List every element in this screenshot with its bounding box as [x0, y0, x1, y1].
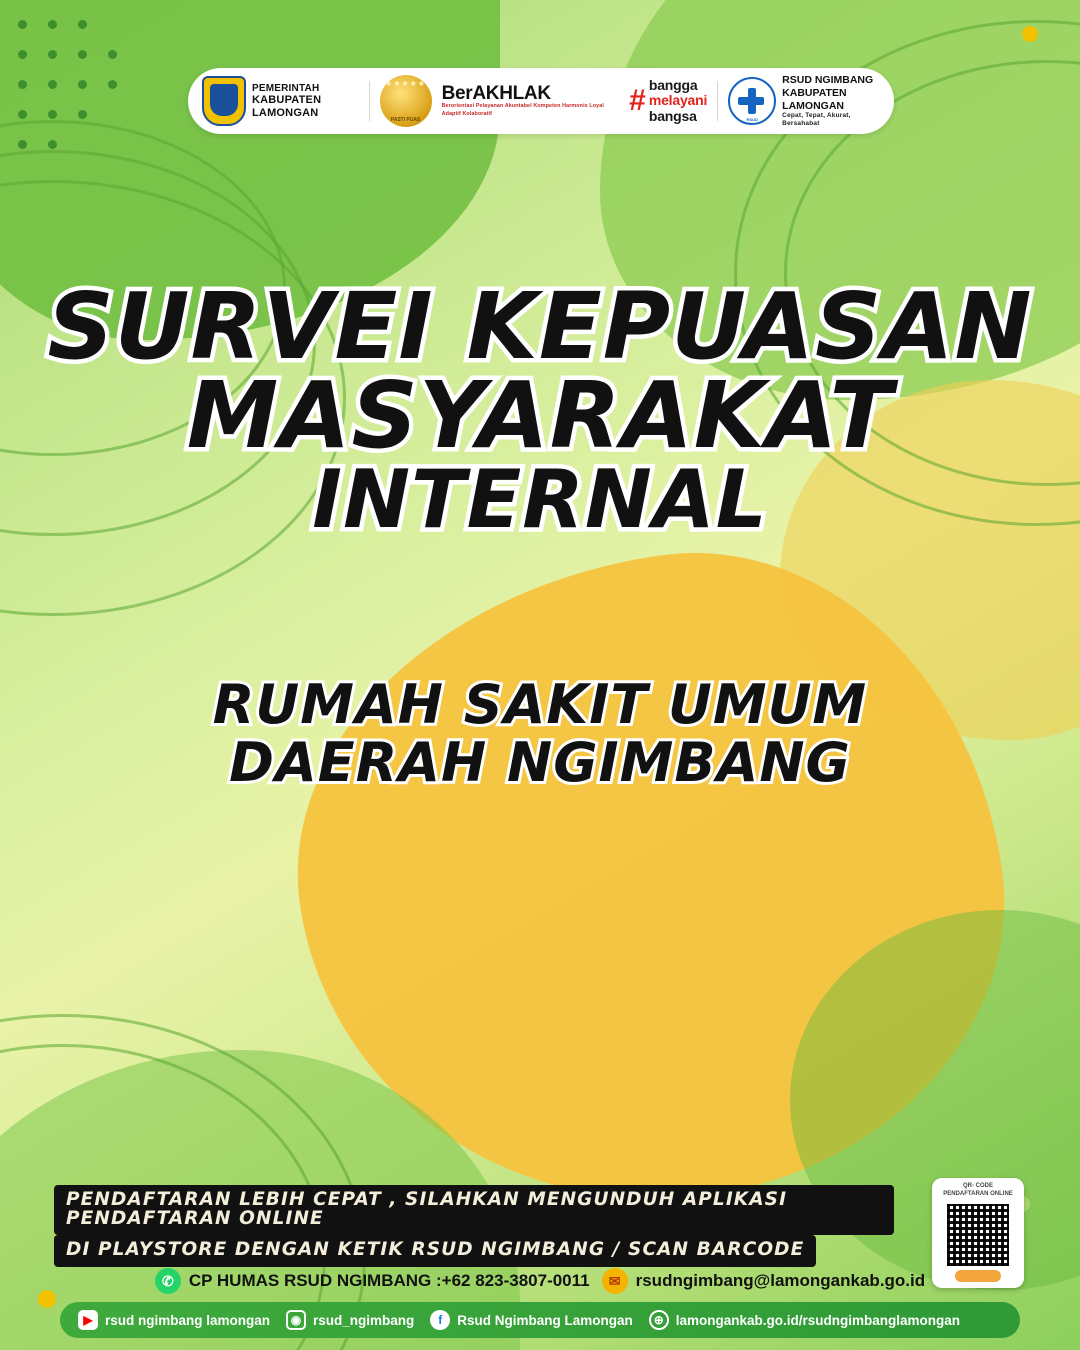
globe-icon: ⊕	[649, 1310, 669, 1330]
whatsapp-icon: ✆	[155, 1268, 181, 1294]
gov-line2: KABUPATEN LAMONGAN	[252, 94, 322, 119]
gov-logo-block	[202, 76, 359, 126]
social-bar	[60, 1302, 1020, 1338]
social-item-youtube[interactable]	[78, 1310, 270, 1330]
hospital-line3: Cepat, Tepat, Akurat, Bersahabat	[782, 112, 851, 127]
social-item-website[interactable]	[649, 1310, 960, 1330]
berakhlak-logo	[442, 84, 620, 118]
medal-caption: PASTI PUAS	[390, 117, 421, 123]
bangga-melayani-bangsa-logo	[629, 78, 707, 123]
social-label-youtube: rsud ngimbang lamongan	[105, 1312, 271, 1328]
logo-bar	[188, 68, 894, 134]
title-line-1: SURVEI KEPUASAN	[47, 273, 1033, 380]
social-label-website: lamongankab.go.id/rsudngimbanglamongan	[675, 1312, 961, 1328]
page-title	[0, 273, 1080, 547]
contact-email[interactable]	[602, 1268, 926, 1294]
page-subtitle	[0, 673, 1080, 795]
contact-email-label: rsudngimbang@lamongankab.go.id	[635, 1271, 926, 1290]
qr-code-icon	[945, 1202, 1011, 1268]
contact-whatsapp[interactable]	[155, 1268, 590, 1294]
hospital-logo-block	[728, 74, 880, 127]
hospital-logo-text	[782, 74, 880, 127]
subtitle-line-1: RUMAH SAKIT UMUM	[212, 673, 868, 736]
social-item-facebook[interactable]	[430, 1310, 633, 1330]
logo-divider-1	[369, 81, 370, 121]
bangga-word2: melayani	[648, 92, 708, 109]
subtitle-line-2: DAERAH NGIMBANG	[229, 731, 851, 795]
email-icon: ✉	[602, 1268, 628, 1294]
logo-divider-2	[717, 81, 718, 121]
instagram-icon: ◉	[286, 1310, 306, 1330]
youtube-icon: ▶	[78, 1310, 98, 1330]
decor-dot-yellow-1	[1022, 26, 1038, 42]
facebook-icon: f	[430, 1310, 450, 1330]
bangga-word1: bangga	[648, 77, 698, 94]
title-line-3: INTERNAL	[312, 453, 768, 547]
hash-icon: #	[629, 83, 646, 117]
social-label-instagram: rsud_ngimbang	[313, 1312, 415, 1328]
notice-line-2: DI PLAYSTORE DENGAN KETIK RSUD NGIMBANG / SCAN BARCODE	[54, 1235, 816, 1267]
title-line-2: MASYARAKAT	[186, 362, 894, 470]
notice-line-1: PENDAFTARAN LEBIH CEPAT , SILAHKAN MENGUNDUH APLIKASI PENDAFTARAN ONLINE	[54, 1185, 894, 1235]
hospital-line1: RSUD NGIMBANG	[782, 74, 874, 87]
qr-title-line-1: QR- CODE	[963, 1183, 993, 1189]
hospital-cross-icon	[728, 77, 776, 125]
contact-row	[0, 1268, 1080, 1294]
medal-stars: ★★★★★	[385, 79, 426, 88]
gov-logo-text	[252, 83, 359, 120]
social-item-instagram[interactable]	[286, 1310, 414, 1330]
hospital-line2: KABUPATEN LAMONGAN	[782, 86, 847, 112]
contact-whatsapp-label: CP HUMAS RSUD NGIMBANG :+62 823-3807-0011	[188, 1271, 590, 1290]
qr-title-line-2: PENDAFTARAN ONLINE	[943, 1190, 1013, 1197]
lamongan-crest-icon	[202, 76, 246, 126]
notice-block	[54, 1185, 894, 1267]
bangga-word3: bangsa	[648, 107, 697, 124]
hospital-logo-caption: RSUD	[746, 117, 758, 122]
berakhlak-title: BerAKHLAK	[441, 83, 551, 105]
social-label-facebook: Rsud Ngimbang Lamongan	[457, 1312, 633, 1328]
gov-line1: PEMERINTAH	[252, 82, 320, 94]
gold-medal-icon	[380, 75, 432, 127]
berakhlak-tagline: Berorientasi Pelayanan Akuntabel Kompeten Harmonis Loyal Adaptif Kolaboratif	[441, 103, 604, 117]
